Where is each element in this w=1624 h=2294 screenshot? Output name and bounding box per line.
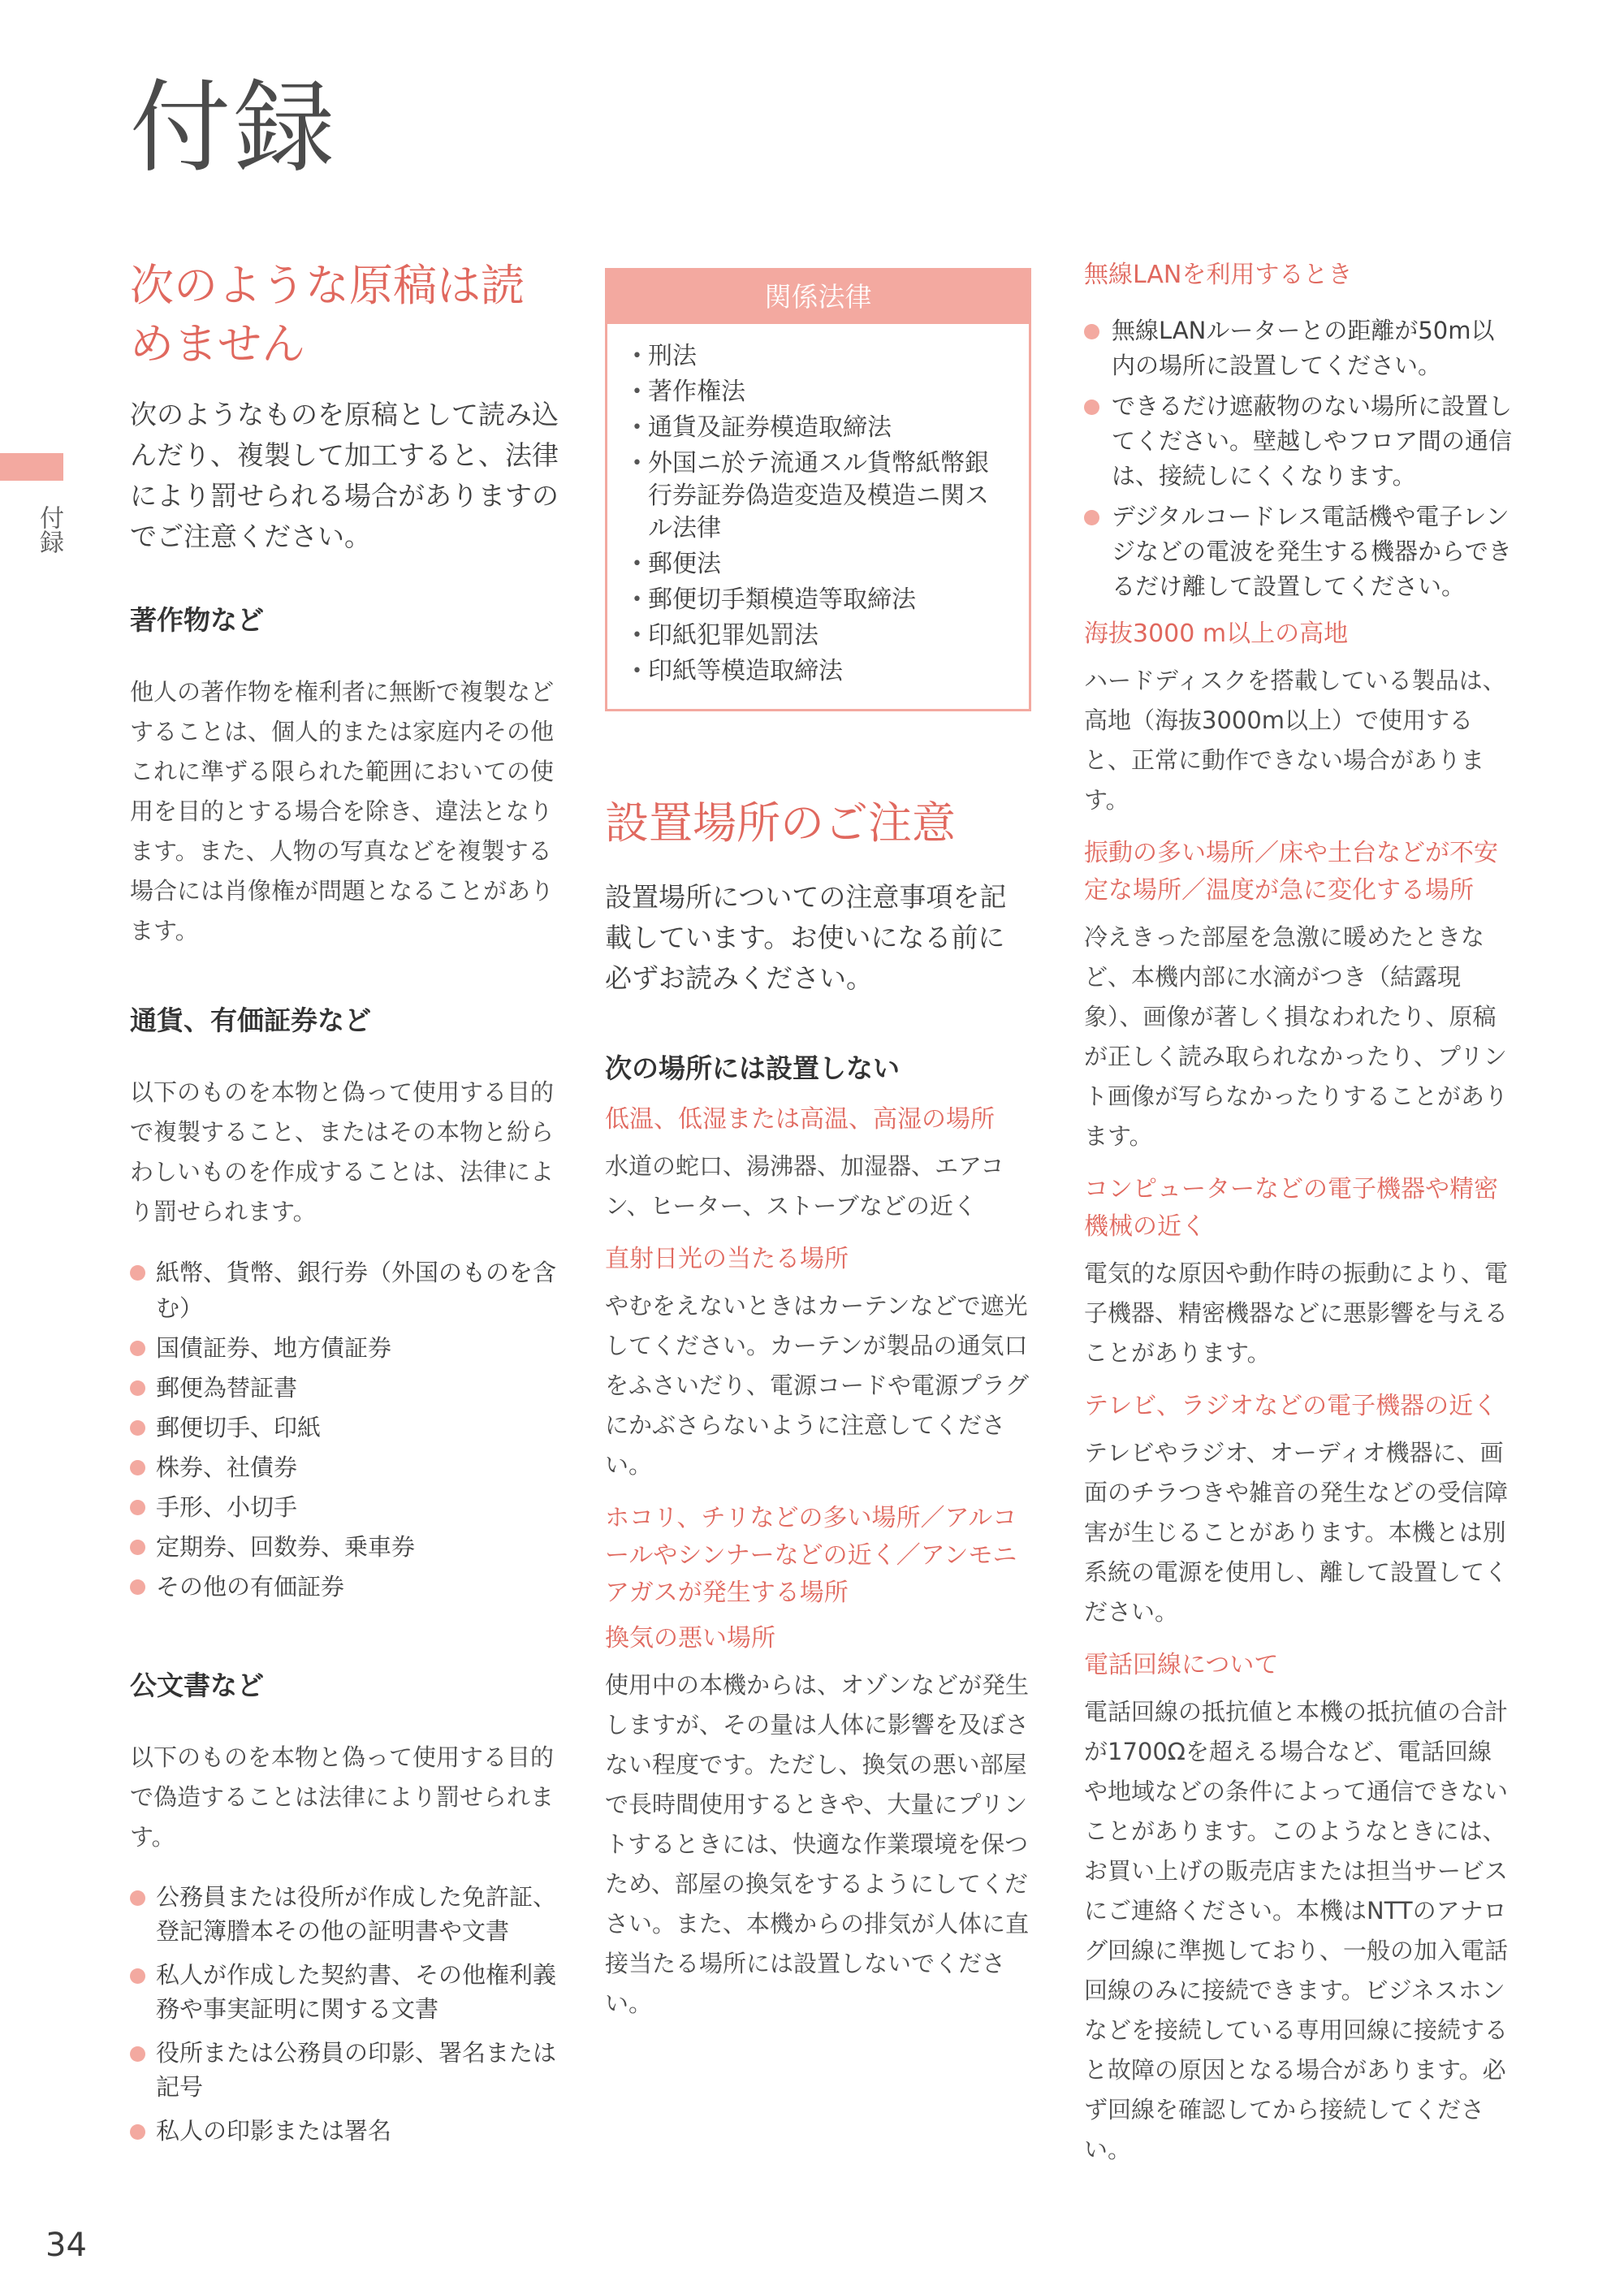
entry-text: やむをえないときはカーテンなどで遮光してください。カーテンが製品の通気口をふさいだり、電源コードや電源プラグにかぶさらないように注意してください。 xyxy=(605,1292,1030,1479)
list-item: デジタルコードレス電話機や電子レンジなどの電波を発生する機器からできるだけ離して設置してください。 xyxy=(1084,499,1514,604)
entry-text: 水道の蛇口、湯沸器、加湿器、エアコン、ヒーター、ストーブなどの近く xyxy=(605,1152,1004,1220)
entry-title: ホコリ、チリなどの多い場所／アルコールやシンナーなどの近く／アンモニアガスが発生する場所 xyxy=(605,1504,1017,1607)
entry-text: 使用中の本機からは、オゾンなどが発生しますが、その量は人体に影響を及ぼさない程度です。ただし、換気の悪い部屋で長時間使用するときや、大量にプリントするときには、快適な作業環境を保つため、部屋の換気をするようにしてください。また、本機からの排気が人体に直接当たる場所には設置しないでください。 xyxy=(605,1671,1030,2017)
entry-title: 海抜3000 m以上の高地 xyxy=(1084,620,1349,648)
subsection-text: 以下のものを本物と偽って使用する目的で偽造することは法律により罰せられます。 xyxy=(130,1743,555,1851)
bullet-dot-icon xyxy=(130,2046,145,2062)
subsection-title: 次の場所には設置しない xyxy=(605,1052,900,1084)
bullet-dot-icon xyxy=(1084,400,1099,415)
list-item: その他の有価証券 xyxy=(130,1569,560,1605)
section-heading: 次のような原稿は読めません xyxy=(130,260,525,369)
subsection-text: 他人の著作物を権利者に無断で複製などすることは、個人的または家庭内その他これに準ずる限られた範囲においての使用を目的とする場合を除き、違法となります。また、人物の写真などを複製する場合には肖像権が問題となることがあります。 xyxy=(130,678,555,944)
side-tab-marker xyxy=(0,453,63,481)
law-item: • 外国ニ於テ流通スル貨幣紙幣銀行券証券偽造変造及模造ニ関スル法律 xyxy=(632,447,1009,545)
subsection-title: 公文書など xyxy=(130,1670,264,1701)
section-lead: 次のようなものを原稿として読み込んだり、複製して加工すると、法律により罰せられる場合がありますのでご注意ください。 xyxy=(130,399,559,552)
entry-title: 無線LANを利用するとき xyxy=(1084,261,1353,289)
list-item: 私人の印影または署名 xyxy=(130,2114,560,2148)
bullet-list xyxy=(130,1880,560,2148)
page-number: 34 xyxy=(45,2227,87,2264)
law-item: • 通貨及証券模造取締法 xyxy=(632,412,1009,444)
entry-title: 低温、低湿または高温、高湿の場所 xyxy=(605,1105,995,1134)
column-installation-cont xyxy=(1084,257,1514,2184)
bullet-dot-icon xyxy=(130,1265,145,1281)
bullet-dot-icon xyxy=(130,1540,145,1555)
entry-title: コンピューターなどの電子機器や精密機械の近く xyxy=(1084,1175,1498,1241)
related-laws-title: 関係法律 xyxy=(607,270,1029,324)
column-installation xyxy=(605,268,1031,2038)
page-title: 付録 xyxy=(130,70,339,187)
list-item: 定期券、回数券、乗車券 xyxy=(130,1529,560,1565)
bullet-dot-icon xyxy=(1084,324,1099,339)
list-item: 役所または公務員の印影、署名または記号 xyxy=(130,2036,560,2104)
entry-title: テレビ、ラジオなどの電子機器の近く xyxy=(1084,1392,1498,1420)
side-label: 付録 xyxy=(35,505,63,554)
list-item: 無線LANルーターとの距離が50m以内の場所に設置してください。 xyxy=(1084,313,1514,383)
entry-text: 電話回線の抵抗値と本機の抵抗値の合計が1700Ωを超える場合など、電話回線や地域などの条件によって通信できないことがあります。このようなときには、お買い上げの販売店または担当サービスにご連絡ください。本機はNTTのアナログ回線に準拠しており、一般の加入電話回線のみに接続できます。ビジネスホンなどを接続している専用回線に接続すると故障の原因となる場合があります。必ず回線を確認してから接続してください。 xyxy=(1084,1698,1509,2163)
entry-title: 換気の悪い場所 xyxy=(605,1624,775,1652)
bullet-dot-icon xyxy=(130,1380,145,1396)
law-item: • 印紙犯罪処罰法 xyxy=(632,620,1009,652)
entry-title: 電話回線について xyxy=(1084,1651,1279,1679)
list-item: 国債証券、地方債証券 xyxy=(130,1330,560,1366)
entry-text: ハードディスクを搭載している製品は、高地（海抜3000m以上）で使用すると、正常に動作できない場合があります。 xyxy=(1084,667,1506,814)
list-item: 私人が作成した契約書、その他権利義務や事実証明に関する文書 xyxy=(130,1958,560,2026)
bullet-list xyxy=(130,1255,560,1605)
list-item: 公務員または役所が作成した免許証、登記簿謄本その他の証明書や文書 xyxy=(130,1880,560,1948)
bullet-dot-icon xyxy=(1084,510,1099,525)
entry-title: 直射日光の当たる場所 xyxy=(605,1245,849,1273)
law-item: • 印紙等模造取締法 xyxy=(632,655,1009,688)
law-item: • 刑法 xyxy=(632,340,1009,373)
bullet-dot-icon xyxy=(130,1460,145,1475)
entry-text: 電気的な原因や動作時の振動により、電子機器、精密機器などに悪影響を与えることがあります。 xyxy=(1084,1259,1509,1367)
bullet-dot-icon xyxy=(130,2124,145,2140)
column-originals xyxy=(130,257,560,2211)
subsection-title: 通貨、有価証券など xyxy=(130,1004,371,1036)
subsection-text: 以下のものを本物と偽って使用する目的で複製すること、またはその本物と紛らわしいものを作成することは、法律により罰せられます。 xyxy=(130,1078,555,1225)
entry-title: 振動の多い場所／床や土台などが不安定な場所／温度が急に変化する場所 xyxy=(1084,839,1498,905)
bullet-dot-icon xyxy=(130,1968,145,1984)
law-item: • 著作権法 xyxy=(632,376,1009,408)
related-laws-box xyxy=(605,268,1031,711)
bullet-dot-icon xyxy=(130,1500,145,1515)
bullet-dot-icon xyxy=(130,1579,145,1595)
bullet-list xyxy=(1084,313,1514,604)
subsection-title: 著作物など xyxy=(130,604,264,636)
entry-text: テレビやラジオ、オーディオ機器に、画面のチラつきや雑音の発生などの受信障害が生じることがあります。本機とは別系統の電源を使用し、離して設置してください。 xyxy=(1084,1439,1509,1626)
section-lead: 設置場所についての注意事項を記載しています。お使いになる前に必ずお読みください。 xyxy=(605,881,1007,994)
related-laws-list xyxy=(607,324,1029,709)
list-item: 郵便為替証書 xyxy=(130,1370,560,1406)
law-item: • 郵便切手類模造等取締法 xyxy=(632,584,1009,616)
bullet-dot-icon xyxy=(130,1420,145,1436)
entry-text: 冷えきった部屋を急激に暖めたときなど、本機内部に水滴がつき（結露現象）、画像が著しく損なわれたり、原稿が正しく読み取られなかったり、プリント画像が写らなかったりすることがあります。 xyxy=(1084,923,1509,1150)
bullet-dot-icon xyxy=(130,1341,145,1356)
list-item: 郵便切手、印紙 xyxy=(130,1410,560,1445)
list-item: 手形、小切手 xyxy=(130,1489,560,1525)
list-item: 紙幣、貨幣、銀行券（外国のものを含む） xyxy=(130,1255,560,1326)
bullet-dot-icon xyxy=(130,1890,145,1906)
law-item: • 郵便法 xyxy=(632,548,1009,581)
section-heading: 設置場所のご注意 xyxy=(605,797,956,849)
list-item: 株券、社債券 xyxy=(130,1449,560,1485)
list-item: できるだけ遮蔽物のない場所に設置してください。壁越しやフロア間の通信は、接続しにくくなります。 xyxy=(1084,389,1514,494)
